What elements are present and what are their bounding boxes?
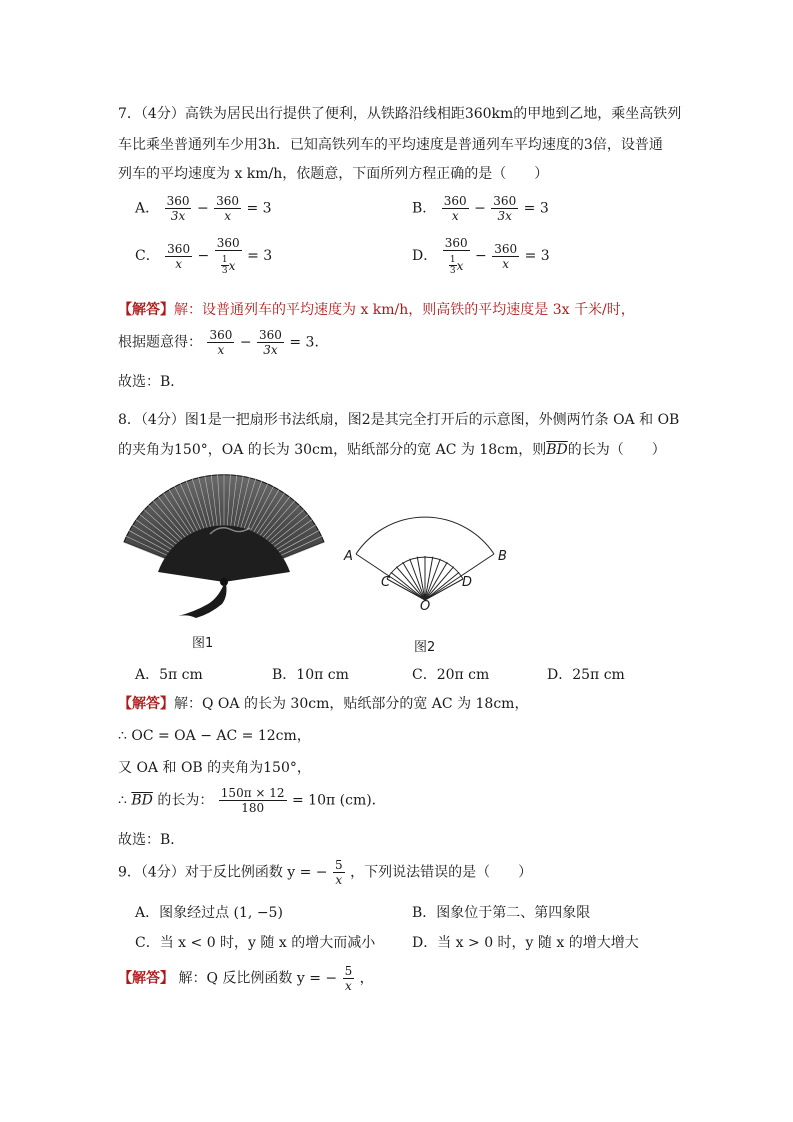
fraction: 360 1 3 x	[216, 236, 240, 276]
q8-option-a: A．5π cm	[135, 667, 203, 683]
q7-stem-line2: 车比乘坐普通列车少用3h．已知高铁列车的平均速度是普通列车平均速度的3倍，设普通	[118, 137, 663, 153]
fraction: $\frac{5}{x}$	[344, 964, 353, 993]
q9-answer-line1: 【解答】 解：Q 反比例函数 y = − $\frac{5}{x}$ ，	[118, 964, 374, 993]
q9-option-d: D．当 x > 0 时，y 随 x 的增大增大	[412, 935, 639, 951]
q8-stem-line2: 的夹角为150°，OA 的长为 30cm，贴纸部分的宽 AC 为 18cm，则$\overline{BD}$的长为（ ）	[118, 442, 666, 458]
fraction: $\frac{360}{x}$	[167, 241, 191, 271]
point-a-label: A	[344, 549, 353, 564]
q9-option-c: C．当 x < 0 时，y 随 x 的增大而减小	[135, 935, 376, 951]
q8-stem-line1: 8．（4分）图1是一把扇形书法纸扇，图2是其完全打开后的示意图，外侧两竹条 OA 和 OB	[118, 412, 680, 428]
option-label: A．	[135, 200, 160, 217]
q8-answer-line3: 又 OA 和 OB 的夹角为150°，	[118, 760, 311, 776]
fraction: $\frac{5}{x}$	[335, 858, 343, 887]
q7-answer-line2: 根据题意得： $\frac{360}{x}$ − $\frac{360}{3x}$ = 3．	[118, 328, 329, 357]
q9-option-a: A．图象经过点 (1, −5)	[135, 905, 283, 921]
q8-answer-line1: 【解答】解：Q OA 的长为 30cm，贴纸部分的宽 AC 为 18cm，	[118, 696, 529, 712]
point-c-label: C	[381, 575, 391, 590]
q8-option-d: D．25π cm	[547, 667, 625, 683]
fraction: $\frac{360}{3x}$	[166, 194, 190, 223]
q8-answer-line4: ∴ $\overline{BD}$ 的长为： $\frac{150\pi \times 12}{180}$ = 10π (cm)．	[118, 786, 386, 815]
fraction: $\frac{360}{x}$	[494, 241, 518, 271]
fan-photo-figure	[118, 474, 330, 624]
q7-option-d: D． 360 1 3 x − $\frac{360}{x}$ = 3	[412, 236, 550, 276]
q7-option-c: C． $\frac{360}{x}$ − 360 1 3 x = 3	[135, 236, 273, 276]
answer-tag: 【解答】	[118, 696, 174, 712]
arc-bd-symbol: $\overline{BD}$	[546, 442, 568, 458]
q8-option-c: C．20π cm	[412, 667, 490, 683]
figure1-caption: 图1	[192, 636, 214, 651]
fraction: $\frac{360}{3x}$	[493, 194, 517, 223]
answer-tag: 【解答】	[118, 302, 174, 318]
figure2-caption: 图2	[414, 640, 436, 655]
option-label: C．	[135, 248, 160, 264]
fraction: $\frac{360}{x}$	[216, 194, 240, 223]
q7-option-a: A． $\frac{360}{3x}$ − $\frac{360}{x}$ = 3	[135, 194, 272, 223]
q8-answer-line5: 故选：B．	[118, 832, 185, 848]
option-label: D．	[412, 248, 438, 264]
point-o-label: O	[420, 599, 431, 614]
point-d-label: D	[462, 575, 473, 590]
q9-option-b: B．图象位于第二、第四象限	[412, 905, 591, 921]
answer-tag: 【解答】	[118, 970, 174, 987]
fraction: $\frac{360}{x}$	[209, 328, 233, 357]
q9-stem-line1: 9．（4分）对于反比例函数 y = − $\frac{5}{x}$ ，下列说法错误的是（ ）	[118, 858, 533, 887]
fraction: $\frac{360}{x}$	[443, 194, 467, 223]
q7-option-b: B． $\frac{360}{x}$ − $\frac{360}{3x}$ = 3	[412, 194, 549, 223]
q7-stem-line1: 7．（4分）高铁为居民出行提供了便利，从铁路沿线相距360km的甲地到乙地，乘坐高铁列	[118, 106, 682, 122]
fraction: $\frac{150\pi \times 12}{180}$	[220, 786, 285, 815]
fraction: 360 1 3 x	[444, 236, 468, 276]
q7-answer-line1: 【解答】解：设普通列车的平均速度为 x km/h，则高铁的平均速度是 3x 千米/时，	[118, 302, 635, 318]
q8-option-b: B．10π cm	[272, 667, 349, 683]
q7-answer-line3: 故选：B．	[118, 374, 185, 390]
point-b-label: B	[498, 549, 507, 564]
option-label: B．	[412, 200, 437, 217]
fraction: $\frac{360}{3x}$	[259, 328, 282, 357]
q7-stem-line3: 列车的平均速度为 x km/h，依题意，下面所列方程正确的是（ ）	[118, 166, 549, 182]
q8-answer-line2: ∴ OC = OA − AC = 12cm，	[118, 728, 311, 744]
